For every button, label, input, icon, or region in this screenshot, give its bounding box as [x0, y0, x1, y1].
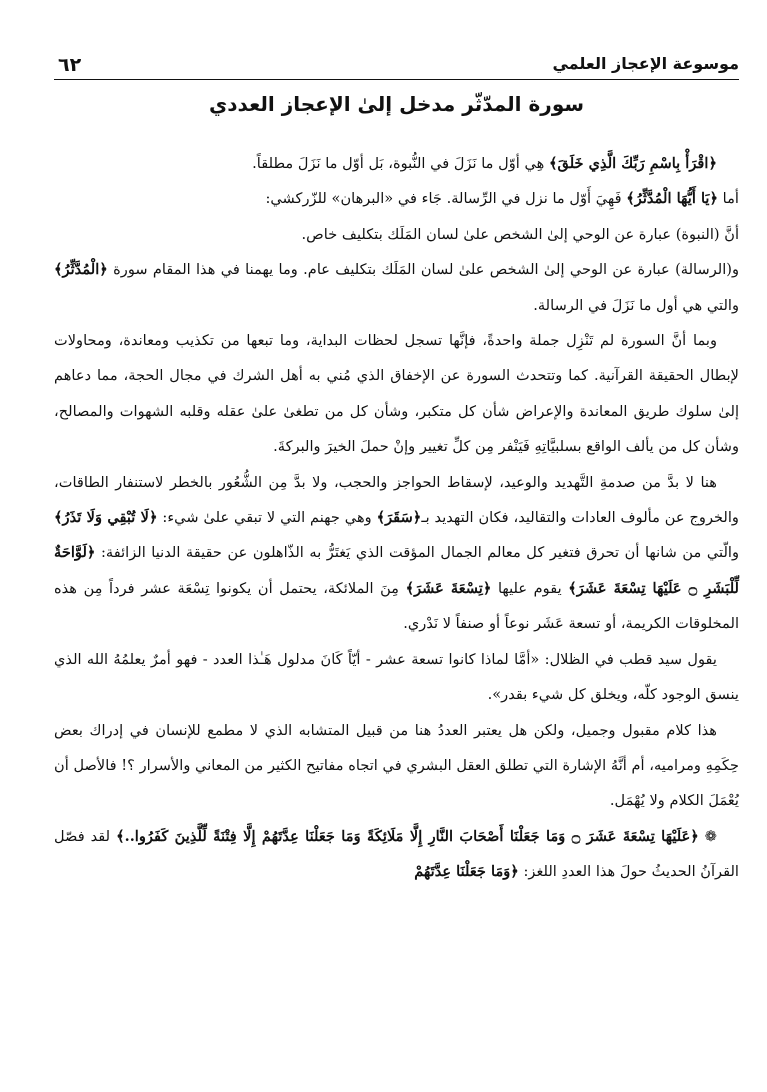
paragraph	[54, 252, 739, 323]
paragraph-text: يقول سيد قطب في الظلال: «أمَّا لماذا كانوا تسعة عشر - أيّاً كَانَ مدلول هَـٰذا العدد - فهو أمرٌ يعلمُهُ الله الذي ينسق الوجود كلّه، ويخلق كل شيء بقدر».	[54, 650, 739, 704]
paragraph	[54, 217, 739, 252]
paragraph-text: والّتي من شانها أن تحرق فتغير كل معالم الجمال المؤقت الذي يَغتَرُّ به الذّاهلون عن حقيقة الدنيا الزائفة:	[95, 544, 739, 562]
paragraph-text: لقد فصّل القرآنُ الحديثُ حولَ هذا العددِ اللغز:	[54, 827, 739, 881]
paragraph-text: فَهِيَ أَوّل ما نزل في الرِّسالة. جَاء في «البرهان» للزّركشي:	[265, 190, 627, 208]
paragraph-text: هِي أوّل ما نَزَلَ في النُّبوة، بَل أوّل ما نَزَلَ مطلقاً.	[252, 155, 549, 172]
body-text	[54, 146, 739, 890]
paragraph-text: مِنَ الملائكة، يحتمل أن يكونوا تِسْعَة عشر فرداً مِن هذه المخلوقات الكريمة، أو تسعة عَشَر نوعاً أو صنفاً لا نَدْري.	[54, 579, 739, 633]
quran-verse: ﴿تِسْعَةَ عَشَرَ﴾	[405, 579, 492, 597]
paragraph-text: يقوم عليها	[491, 579, 569, 597]
quran-verse: ﴿الْمُدَّثِّرُ﴾	[54, 261, 108, 279]
paragraph-text: هذا كلام مقبول وجميل، ولكن هل يعتبر العددُ هنا من قبيل المتشابه الذي لا مطمع للإنسان في إدراك بعض حِكَمِهِ ومراميه، أم أنَّهُ الإشارة التي تطلق العقل البشري في اتجاه مفاتيح الكثير من المعاني والأسرار ؟! فالأصل أن يُعْمَلَ الكلام ولا يُهْمَل.	[54, 721, 739, 810]
running-header	[54, 52, 739, 82]
page-number: ٦٢	[58, 54, 82, 76]
paragraph-text: والتي هي أول ما نَزَلَ في الرسالة.	[533, 296, 739, 314]
paragraph-text: وهي جهنم التي لا تبقي علىٰ شيء:	[157, 509, 377, 527]
paragraph-text: وبما أنَّ السورة لم تَنْزِل جملة واحدةً، فإنَّها تسجل لحظات البداية، وما تبعها من تكذيب ومعاندة، ومحاولات لإبطال الحقيقة القرآنية. كما وتتحدث السورة عن الإخفاق الذي مُني به أهل الشرك في مجال الحجة، مما دعاهم إلىٰ سلوك طريق المعاندة والإعراض شأن كل متكبر، وشأن كل من تطغىٰ علىٰ عقله وقلبه الشهوات والمصالح، وشأن كل من يألف الواقع بسلبيَّاتِهِ فَيَنْفر مِن كلِّ تغيير وإنْ حملَ الخيرَ والبركةَ.	[54, 332, 739, 456]
quran-verse: ﴿يَا أَيُّهَا الْمُدَّثِّرُ﴾	[626, 190, 719, 208]
section-heading: سورة المدّثّر مدخل إلىٰ الإعجاز العددي	[208, 92, 585, 116]
paragraph	[54, 181, 739, 216]
paragraph	[54, 713, 739, 819]
paragraph	[54, 146, 739, 181]
paragraph-text: أما	[718, 190, 739, 208]
quran-verse: ﴿سَقَرَ﴾	[376, 509, 422, 527]
header-rule	[54, 79, 739, 80]
paragraph-text: و(الرسالة) عبارة عن الوحي إلىٰ الشخص علىٰ لسان المَلَك بتكليف عام. وما يهمنا في هذا المقام سورة	[107, 261, 739, 279]
paragraph-text: هنا لا بدَّ من صدمةِ التَّهديد والوعيد، لإسقاط الحواجز والحجب، ولا بدَّ مِن الشُّعُور بالخطر لاستنفار الطاقات، والخروج عن مألوف العادات والتقاليد، فكان التهديد بـ	[54, 473, 739, 527]
quran-verse: ﴿لَا تُبْقِي وَلَا تَذَرُ﴾	[54, 509, 158, 527]
paragraph	[54, 819, 739, 890]
paragraph	[54, 323, 739, 465]
quran-verse: ﴿وَمَا جَعَلْنَا عِدَّتَهُمْ	[414, 863, 519, 881]
running-title: موسوعة الإعجاز العلمي	[552, 54, 739, 73]
paragraph	[54, 642, 739, 713]
quran-verse: ﴿عَلَيْهَا تِسْعَةَ عَشَرَ ۝ وَمَا جَعَلْنَا أَصْحَابَ النَّارِ إِلَّا مَلَائِكَةً وَمَا جَعَلْنَا عِدَّتَهُمْ إِلَّا فِتْنَةً لِّلَّذِينَ كَفَرُوا..﴾	[116, 827, 699, 845]
paragraph-text: أنَّ (النبوة) عبارة عن الوحي إلىٰ الشخص علىٰ لسان المَلَك بتكليف خاص.	[301, 225, 739, 243]
quran-verse: ﴿لَوَّاحَةٌ لِّلْبَشَرِ ۝ عَلَيْهَا تِسْعَةَ عَشَرَ﴾	[54, 544, 739, 597]
quran-verse: ﴿اقْرَأْ بِاسْمِ رَبِّكَ الَّذِي خَلَقَ﴾	[548, 155, 717, 172]
paragraph	[54, 465, 739, 642]
ornament: ❁	[698, 827, 718, 845]
